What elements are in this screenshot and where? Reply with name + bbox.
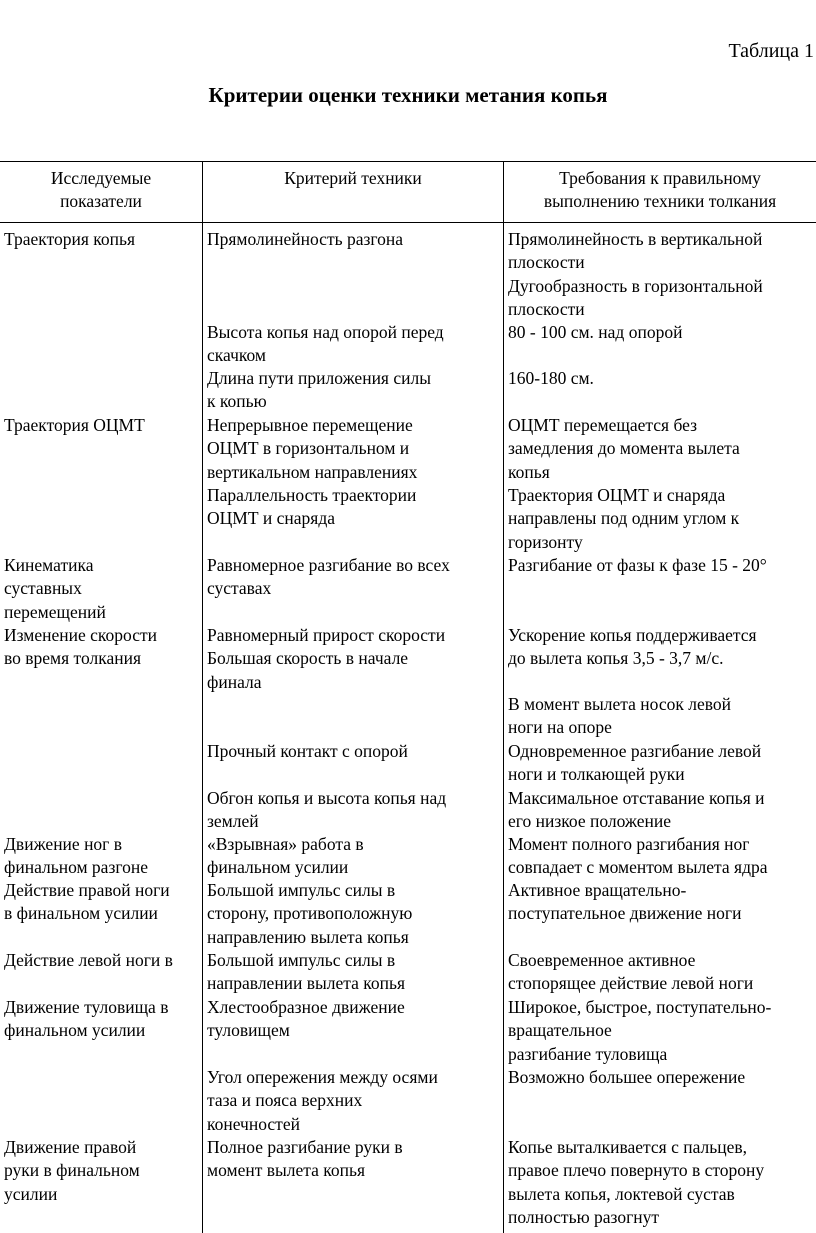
header-col2-line1: Критерий техники [284,168,422,188]
cell-line: плоскости [508,299,585,320]
table-cell [508,321,682,344]
cell-line: до вылета копья 3,5 - 3,7 м/с. [508,648,724,669]
cell-line: 160-180 см. [508,368,594,388]
cell-line: направлению вылета копья [207,926,409,947]
cell-line: Активное вращательно- [508,880,687,900]
table-cell [508,554,767,577]
table-cell [508,228,763,322]
cell-line: конечностей [207,1113,300,1134]
cell-line: перемещений [4,601,106,622]
cell-line: правое плечо повернуто в сторону [508,1160,765,1181]
cell-line: разгибание туловища [508,1043,668,1064]
cell-line: ноги и толкающей руки [508,764,685,785]
cell-line: Большой импульс силы в [207,950,396,970]
cell-line: Своевременное активное [508,950,696,970]
cell-line: таза и пояса верхних [207,1090,363,1111]
cell-line: к копью [207,391,267,412]
header-col1-line1: Исследуемые [50,168,152,188]
cell-line: суставных [4,578,82,599]
cell-line: Траектория ОЦМТ [4,415,145,435]
table-cell [4,624,157,671]
table-cell [207,879,412,949]
table-cell [4,833,148,880]
table-cell [508,484,739,554]
header-col2 [203,167,503,190]
table-cell [207,321,444,368]
cell-line: поступательное движение ноги [508,903,742,924]
cell-line: Высота копья над опорой перед [207,322,444,342]
table-cell [207,740,408,763]
table-cell [207,624,445,694]
cell-line: Движение туловища в [4,997,169,1017]
cell-line: Равномерное разгибание во всех [207,555,450,575]
cell-line: в финальном усилии [4,903,158,924]
table-cell [4,879,170,926]
table-cell [207,949,405,996]
cell-line: Равномерный прирост скорости [207,625,446,645]
table-cell [508,949,753,996]
cell-line: Траектория копья [4,229,136,249]
cell-line: ОЦМТ в горизонтальном и [207,438,410,459]
table-number: Таблица 1 [728,40,814,62]
table-cell [508,740,761,787]
cell-line: финальном разгоне [4,857,148,878]
cell-line: Полное разгибание руки в [207,1137,403,1157]
cell-line: Дугообразность в горизонтальной [508,275,763,296]
criteria-table [0,161,816,1233]
cell-line: Широкое, быстрое, поступательно- [508,997,772,1017]
table-cell [207,367,431,414]
cell-line: направлены под одним углом к [508,508,740,529]
cell-line: момент вылета копья [207,1160,366,1181]
cell-line: плоскости [508,252,585,273]
cell-line: Длина пути приложения силы [207,368,431,388]
table-cell [4,228,135,251]
cell-line: направлении вылета копья [207,973,406,994]
table-cell [4,554,106,624]
cell-line: горизонту [508,531,583,552]
table-cell [207,1136,403,1183]
table-cell [508,787,765,834]
cell-line: Кинематика [4,555,94,575]
cell-line: Разгибание от фазы к фазе 15 - 20° [508,555,767,575]
cell-line: финальном усилии [207,857,349,878]
cell-line: полностью разогнут [508,1207,660,1228]
table-cell [207,833,364,880]
cell-line: 80 - 100 см. над опорой [508,322,683,342]
cell-line: ОЦМТ и снаряда [207,508,336,529]
cell-line: финальном усилии [4,1020,146,1041]
cell-line: руки в финальном [4,1160,140,1181]
cell-line: Обгон копья и высота копья над [207,788,447,808]
table-cell [508,833,768,880]
cell-line: ноги на опоре [508,717,612,738]
cell-line: усилии [4,1183,58,1204]
cell-line: Большая скорость в начале [207,648,409,669]
header-col3-line1: Требования к правильному [559,168,761,188]
cell-line: Одновременное разгибание левой [508,741,762,761]
cell-line: Действие правой ноги [4,880,170,900]
cell-line: финала [207,671,262,692]
cell-line: Возможно большее опережение [508,1067,746,1087]
table-cell [508,624,757,671]
cell-line: Прямолинейность разгона [207,229,404,249]
cell-line: Прочный контакт с опорой [207,741,408,761]
header-col1 [0,167,202,214]
cell-line: копья [508,461,550,482]
column-divider-1 [202,161,203,1233]
cell-line: Непрерывное перемещение [207,415,413,435]
table-cell [4,949,173,972]
table-cell [4,1136,140,1206]
cell-line: его низкое положение [508,811,672,832]
cell-line: Движение правой [4,1137,137,1157]
cell-line: Момент полного разгибания ног [508,834,750,854]
column-divider-2 [503,161,504,1233]
cell-line: скачком [207,345,266,366]
cell-line: Параллельность траектории [207,485,417,505]
cell-line: Копье выталкивается с пальцев, [508,1137,747,1157]
table-cell [4,996,168,1043]
cell-line: суставах [207,578,272,599]
table-cell [508,1066,745,1089]
cell-line: ОЦМТ перемещается без [508,415,698,435]
table-cell [207,554,450,601]
cell-line: Хлестообразное движение [207,997,405,1017]
table-cell [207,228,403,251]
cell-line: Движение ног в [4,834,122,854]
cell-line: во время толкания [4,648,142,669]
cell-line: вертикальном направлениях [207,461,418,482]
cell-line: Траектория ОЦМТ и снаряда [508,485,726,505]
table-cell [508,693,731,740]
document-title: Критерии оценки техники метания копья [208,83,608,107]
cell-line: «Взрывная» работа в [207,834,364,854]
cell-line: вылета копья, локтевой сустав [508,1183,735,1204]
cell-line: сторону, противоположную [207,903,413,924]
table-border-top [0,161,816,162]
cell-line: туловищем [207,1020,290,1041]
cell-line: стопорящее действие левой ноги [508,973,754,994]
table-cell [207,787,446,834]
table-cell [4,414,145,437]
cell-line: Угол опережения между осями [207,1067,438,1087]
table-cell [508,996,771,1066]
cell-line: Большой импульс силы в [207,880,396,900]
header-col3-line2: выполнению техники толкания [543,191,777,212]
table-cell [508,367,594,390]
table-cell [207,1066,438,1136]
table-cell [508,1136,764,1230]
header-col1-line2: показатели [60,191,142,212]
cell-line: замедления до момента вылета [508,438,740,459]
cell-line: совпадает с моментом вылета ядра [508,857,768,878]
cell-line: В момент вылета носок левой [508,694,731,714]
table-cell [207,996,405,1043]
cell-line: Изменение скорости [4,625,157,645]
table-cell [207,414,417,484]
cell-line: Действие левой ноги в [4,950,173,970]
cell-line: вращательное [508,1020,612,1041]
cell-line: Прямолинейность в вертикальной [508,229,763,249]
table-cell [207,484,416,531]
header-col3 [504,167,816,214]
header-separator [0,222,816,223]
table-cell [508,879,741,926]
cell-line: Максимальное отставание копья и [508,788,765,808]
cell-line: Ускорение копья поддерживается [508,625,757,645]
table-cell [508,414,740,484]
cell-line: землей [207,811,259,832]
